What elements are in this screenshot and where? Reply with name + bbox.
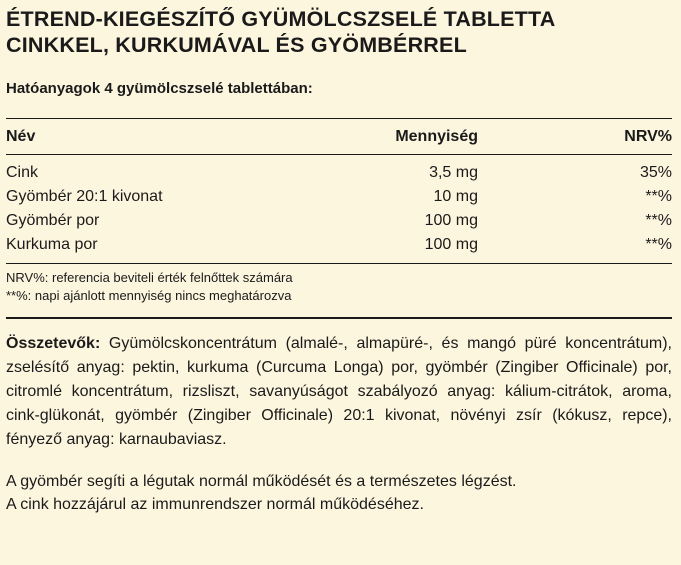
row-amount: 100 mg — [424, 212, 478, 229]
note-nrv: NRV%: referencia beviteli érték felnőttek számára — [6, 270, 293, 285]
claim-zinc: A cink hozzájárul az immunrendszer normál működéséhez. — [6, 496, 424, 513]
table-bottom-divider — [6, 263, 672, 264]
product-title — [6, 6, 672, 58]
nutrition-table — [6, 119, 672, 257]
active-ingredients-heading: Hatóanyagok 4 gyümölcszselé tablettában: — [6, 80, 313, 97]
table-header-divider — [6, 154, 672, 155]
table-row — [6, 185, 672, 209]
title-line-1: ÉTREND-KIEGÉSZÍTŐ GYÜMÖLCSZSELÉ TABLETTA — [6, 7, 556, 31]
row-name: Gyömbér 20:1 kivonat — [6, 188, 163, 205]
claim-ginger: A gyömbér segíti a légutak normál működését és a természetes légzést. — [6, 473, 517, 490]
health-claims — [6, 470, 672, 516]
ingredients-paragraph — [6, 332, 672, 452]
title-line-2: CINKKEL, KURKUMÁVAL ÉS GYÖMBÉRREL — [6, 33, 467, 57]
note-asterisk: **%: napi ajánlott mennyiség nincs meghatározva — [6, 288, 292, 303]
header-name: Név — [6, 128, 36, 145]
table-header-row — [6, 119, 672, 154]
row-name: Kurkuma por — [6, 236, 98, 253]
header-nrv: NRV% — [624, 128, 672, 145]
row-amount: 10 mg — [433, 188, 478, 205]
table-row — [6, 161, 672, 185]
section-divider — [6, 317, 672, 319]
row-name: Cink — [6, 164, 39, 181]
table-row — [6, 209, 672, 233]
table-notes — [6, 269, 672, 305]
ingredients-label: Összetevők: — [6, 335, 101, 352]
row-name: Gyömbér por — [6, 212, 100, 229]
ingredients-text: Gyümölcskoncentrátum (almalé-, almapüré-, és mangó püré koncentrátum), zselésítő anyag: pektin, kurkuma (Curcuma Longa) por, gyömbér (Zingiber Officinale) por, citromlé koncentrátum, rizsliszt, savanyúságot szabályozó anyag: kálium-citrátok, aroma, cink-glükonát, gyömbér (Zingiber Officinale) 20:1 kivonat, növényi zsír (kókusz, repce), fényező anyag: karnaubaviasz. — [6, 335, 672, 448]
row-nrv: **% — [645, 236, 672, 253]
row-nrv: **% — [645, 188, 672, 205]
table-row — [6, 233, 672, 257]
row-nrv: **% — [645, 212, 672, 229]
row-amount: 100 mg — [424, 236, 478, 253]
product-label — [6, 6, 672, 516]
row-amount: 3,5 mg — [429, 164, 478, 181]
header-amount: Mennyiség — [395, 128, 478, 145]
row-nrv: 35% — [639, 164, 672, 181]
